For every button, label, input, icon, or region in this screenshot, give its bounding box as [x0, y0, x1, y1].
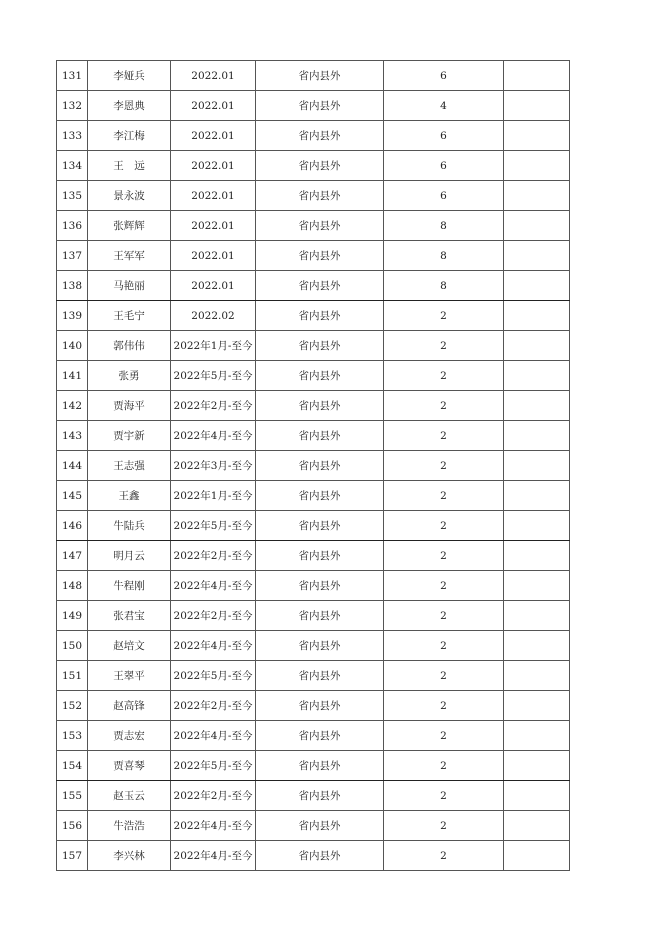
name-cell: 王军军 — [88, 241, 171, 271]
row-number-cell: 139 — [57, 301, 88, 331]
count-cell: 6 — [384, 181, 504, 211]
name-cell: 牛程刚 — [88, 571, 171, 601]
note-cell — [504, 811, 570, 841]
row-number-cell: 150 — [57, 631, 88, 661]
row-number-cell: 137 — [57, 241, 88, 271]
name-cell: 李江梅 — [88, 121, 171, 151]
note-cell — [504, 61, 570, 91]
note-cell — [504, 181, 570, 211]
area-cell: 省内县外 — [256, 271, 384, 301]
date-cell: 2022.01 — [171, 271, 256, 301]
count-cell: 2 — [384, 781, 504, 811]
count-cell: 8 — [384, 271, 504, 301]
name-cell: 景永波 — [88, 181, 171, 211]
row-number-cell: 156 — [57, 811, 88, 841]
table-row — [57, 751, 570, 781]
area-cell: 省内县外 — [256, 841, 384, 871]
area-cell: 省内县外 — [256, 391, 384, 421]
row-number-cell: 136 — [57, 211, 88, 241]
name-cell: 张君宝 — [88, 601, 171, 631]
name-cell: 牛浩浩 — [88, 811, 171, 841]
note-cell — [504, 721, 570, 751]
date-cell: 2022年4月-至今 — [171, 631, 256, 661]
table-row — [57, 421, 570, 451]
row-number-cell: 154 — [57, 751, 88, 781]
area-cell: 省内县外 — [256, 721, 384, 751]
note-cell — [504, 691, 570, 721]
count-cell: 2 — [384, 481, 504, 511]
date-cell: 2022年1月-至今 — [171, 331, 256, 361]
row-number-cell: 146 — [57, 511, 88, 541]
table-row — [57, 631, 570, 661]
row-number-cell: 135 — [57, 181, 88, 211]
note-cell — [504, 481, 570, 511]
row-number-cell: 157 — [57, 841, 88, 871]
name-cell: 郭伟伟 — [88, 331, 171, 361]
area-cell: 省内县外 — [256, 481, 384, 511]
table-row — [57, 61, 570, 91]
date-cell: 2022年2月-至今 — [171, 781, 256, 811]
note-cell — [504, 541, 570, 571]
row-number-cell: 148 — [57, 571, 88, 601]
count-cell: 2 — [384, 361, 504, 391]
table-row — [57, 601, 570, 631]
date-cell: 2022.02 — [171, 301, 256, 331]
date-cell: 2022年4月-至今 — [171, 571, 256, 601]
name-cell: 李娅兵 — [88, 61, 171, 91]
count-cell: 6 — [384, 151, 504, 181]
count-cell: 8 — [384, 241, 504, 271]
area-cell: 省内县外 — [256, 181, 384, 211]
row-number-cell: 152 — [57, 691, 88, 721]
count-cell: 2 — [384, 541, 504, 571]
table-row — [57, 241, 570, 271]
date-cell: 2022年2月-至今 — [171, 391, 256, 421]
table-row — [57, 661, 570, 691]
row-number-cell: 132 — [57, 91, 88, 121]
date-cell: 2022年5月-至今 — [171, 751, 256, 781]
note-cell — [504, 151, 570, 181]
area-cell: 省内县外 — [256, 241, 384, 271]
table-row — [57, 541, 570, 571]
count-cell: 2 — [384, 571, 504, 601]
table-row — [57, 271, 570, 301]
name-cell: 贾志宏 — [88, 721, 171, 751]
table-row — [57, 391, 570, 421]
count-cell: 8 — [384, 211, 504, 241]
note-cell — [504, 391, 570, 421]
area-cell: 省内县外 — [256, 811, 384, 841]
table-row — [57, 721, 570, 751]
table-row — [57, 301, 570, 331]
area-cell: 省内县外 — [256, 691, 384, 721]
date-cell: 2022年2月-至今 — [171, 691, 256, 721]
area-cell: 省内县外 — [256, 301, 384, 331]
date-cell: 2022年5月-至今 — [171, 661, 256, 691]
area-cell: 省内县外 — [256, 61, 384, 91]
name-cell: 王翠平 — [88, 661, 171, 691]
note-cell — [504, 511, 570, 541]
data-table — [56, 60, 570, 871]
table-row — [57, 361, 570, 391]
row-number-cell: 145 — [57, 481, 88, 511]
note-cell — [504, 301, 570, 331]
date-cell: 2022.01 — [171, 61, 256, 91]
count-cell: 2 — [384, 301, 504, 331]
name-cell: 赵高锋 — [88, 691, 171, 721]
note-cell — [504, 361, 570, 391]
note-cell — [504, 91, 570, 121]
name-cell: 王 远 — [88, 151, 171, 181]
table-row — [57, 151, 570, 181]
date-cell: 2022.01 — [171, 241, 256, 271]
count-cell: 2 — [384, 451, 504, 481]
note-cell — [504, 121, 570, 151]
date-cell: 2022年1月-至今 — [171, 481, 256, 511]
area-cell: 省内县外 — [256, 631, 384, 661]
table-row — [57, 511, 570, 541]
date-cell: 2022.01 — [171, 181, 256, 211]
area-cell: 省内县外 — [256, 601, 384, 631]
note-cell — [504, 571, 570, 601]
row-number-cell: 141 — [57, 361, 88, 391]
name-cell: 王毛宁 — [88, 301, 171, 331]
name-cell: 王鑫 — [88, 481, 171, 511]
name-cell: 马艳丽 — [88, 271, 171, 301]
name-cell: 李兴林 — [88, 841, 171, 871]
area-cell: 省内县外 — [256, 151, 384, 181]
table-body — [57, 61, 570, 871]
area-cell: 省内县外 — [256, 781, 384, 811]
count-cell: 2 — [384, 721, 504, 751]
table-row — [57, 121, 570, 151]
row-number-cell: 155 — [57, 781, 88, 811]
date-cell: 2022.01 — [171, 151, 256, 181]
area-cell: 省内县外 — [256, 541, 384, 571]
count-cell: 2 — [384, 841, 504, 871]
area-cell: 省内县外 — [256, 421, 384, 451]
row-number-cell: 140 — [57, 331, 88, 361]
name-cell: 赵玉云 — [88, 781, 171, 811]
area-cell: 省内县外 — [256, 751, 384, 781]
table-row — [57, 691, 570, 721]
note-cell — [504, 211, 570, 241]
note-cell — [504, 631, 570, 661]
note-cell — [504, 781, 570, 811]
note-cell — [504, 421, 570, 451]
count-cell: 2 — [384, 331, 504, 361]
table-row — [57, 811, 570, 841]
table-row — [57, 211, 570, 241]
row-number-cell: 131 — [57, 61, 88, 91]
date-cell: 2022.01 — [171, 121, 256, 151]
area-cell: 省内县外 — [256, 361, 384, 391]
count-cell: 2 — [384, 661, 504, 691]
date-cell: 2022年4月-至今 — [171, 721, 256, 751]
count-cell: 2 — [384, 811, 504, 841]
row-number-cell: 144 — [57, 451, 88, 481]
count-cell: 2 — [384, 601, 504, 631]
count-cell: 2 — [384, 391, 504, 421]
row-number-cell: 133 — [57, 121, 88, 151]
name-cell: 明月云 — [88, 541, 171, 571]
name-cell: 贾喜琴 — [88, 751, 171, 781]
table-row — [57, 331, 570, 361]
area-cell: 省内县外 — [256, 511, 384, 541]
date-cell: 2022年5月-至今 — [171, 361, 256, 391]
count-cell: 2 — [384, 511, 504, 541]
count-cell: 2 — [384, 691, 504, 721]
note-cell — [504, 661, 570, 691]
date-cell: 2022年5月-至今 — [171, 511, 256, 541]
area-cell: 省内县外 — [256, 331, 384, 361]
area-cell: 省内县外 — [256, 91, 384, 121]
row-number-cell: 142 — [57, 391, 88, 421]
count-cell: 6 — [384, 121, 504, 151]
date-cell: 2022.01 — [171, 91, 256, 121]
row-number-cell: 151 — [57, 661, 88, 691]
row-number-cell: 147 — [57, 541, 88, 571]
area-cell: 省内县外 — [256, 571, 384, 601]
name-cell: 王志强 — [88, 451, 171, 481]
date-cell: 2022年4月-至今 — [171, 841, 256, 871]
table-row — [57, 451, 570, 481]
row-number-cell: 134 — [57, 151, 88, 181]
count-cell: 6 — [384, 61, 504, 91]
count-cell: 4 — [384, 91, 504, 121]
row-number-cell: 143 — [57, 421, 88, 451]
name-cell: 贾海平 — [88, 391, 171, 421]
area-cell: 省内县外 — [256, 661, 384, 691]
name-cell: 贾宇新 — [88, 421, 171, 451]
table-row — [57, 571, 570, 601]
table-row — [57, 481, 570, 511]
note-cell — [504, 451, 570, 481]
note-cell — [504, 331, 570, 361]
name-cell: 牛陆兵 — [88, 511, 171, 541]
date-cell: 2022年2月-至今 — [171, 541, 256, 571]
note-cell — [504, 841, 570, 871]
table-row — [57, 91, 570, 121]
date-cell: 2022年4月-至今 — [171, 421, 256, 451]
note-cell — [504, 271, 570, 301]
table-row — [57, 181, 570, 211]
name-cell: 赵培文 — [88, 631, 171, 661]
area-cell: 省内县外 — [256, 121, 384, 151]
area-cell: 省内县外 — [256, 451, 384, 481]
table-row — [57, 841, 570, 871]
name-cell: 张辉辉 — [88, 211, 171, 241]
count-cell: 2 — [384, 631, 504, 661]
note-cell — [504, 601, 570, 631]
note-cell — [504, 241, 570, 271]
date-cell: 2022年4月-至今 — [171, 811, 256, 841]
name-cell: 李恩典 — [88, 91, 171, 121]
name-cell: 张勇 — [88, 361, 171, 391]
note-cell — [504, 751, 570, 781]
date-cell: 2022年2月-至今 — [171, 601, 256, 631]
row-number-cell: 138 — [57, 271, 88, 301]
date-cell: 2022.01 — [171, 211, 256, 241]
row-number-cell: 149 — [57, 601, 88, 631]
date-cell: 2022年3月-至今 — [171, 451, 256, 481]
area-cell: 省内县外 — [256, 211, 384, 241]
count-cell: 2 — [384, 421, 504, 451]
table-row — [57, 781, 570, 811]
row-number-cell: 153 — [57, 721, 88, 751]
count-cell: 2 — [384, 751, 504, 781]
